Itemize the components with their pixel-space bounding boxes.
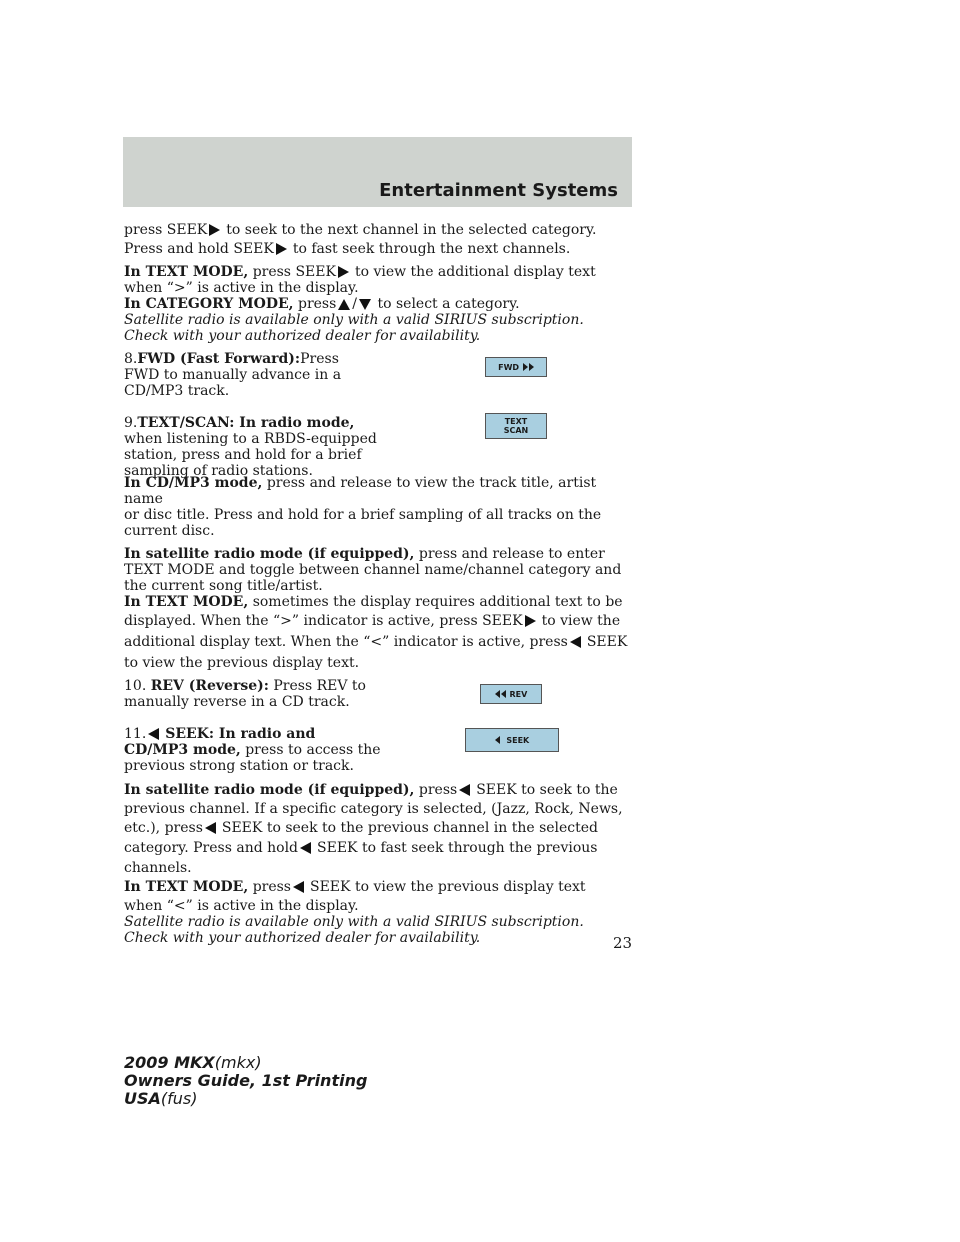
button-label: TEXT [504, 417, 528, 426]
text: press SEEK [124, 222, 208, 238]
button-label: SEEK [506, 735, 530, 745]
rewind-icon [501, 690, 506, 698]
text: manually reverse in a CD track. [124, 694, 350, 710]
arrow-up-icon [338, 299, 350, 310]
lead-bold: In satellite radio mode (if equipped), [124, 782, 415, 798]
text: press to access the [245, 742, 381, 758]
text: current disc. [124, 523, 215, 539]
text: to view the additional display text [354, 264, 596, 280]
text: / [352, 296, 358, 312]
text: to select a category. [377, 296, 520, 312]
seek-back-icon [148, 728, 159, 740]
lead-bold: SEEK: In radio and [165, 726, 316, 742]
text: TEXT MODE and toggle between channel name/channel category and [124, 562, 622, 578]
fwd-button-illustration [485, 357, 547, 377]
lead-bold: TEXT/SCAN: In radio mode, [137, 415, 355, 431]
button-label: REV [509, 689, 528, 699]
lead-bold: In TEXT MODE, [124, 264, 249, 280]
text: SEEK to seek to the previous channel in the selected [221, 820, 599, 836]
seek-back-icon [459, 784, 470, 796]
lead-bold: In TEXT MODE, [124, 879, 249, 895]
note-text: Check with your authorized dealer for availability. [124, 328, 481, 344]
text: SEEK to view the previous display text [310, 879, 586, 895]
footer-model-code: (mkx) [214, 1053, 262, 1072]
lead-bold: In CATEGORY MODE, [124, 296, 294, 312]
text: sometimes the display requires additional text to be [252, 594, 623, 610]
text: to seek to the next channel in the selected category. [226, 222, 597, 238]
lead-bold: In CD/MP3 mode, [124, 475, 263, 491]
text: press [252, 879, 291, 895]
lead-bold: In satellite radio mode (if equipped), [124, 546, 415, 562]
paragraph-satellite-mode [124, 546, 639, 594]
item-number: 11. [124, 726, 147, 742]
seek-back-icon [293, 881, 304, 893]
seek-back-icon [205, 822, 216, 834]
footer-region: USA [124, 1089, 161, 1108]
seek-forward-icon [209, 224, 220, 236]
text: additional display text. When the “<” indicator is active, press [124, 634, 568, 650]
page-content [124, 222, 639, 953]
seek-back-icon [495, 736, 500, 744]
button-label: FWD [498, 362, 520, 372]
section-title: Entertainment Systems [379, 180, 618, 201]
lead-bold: FWD (Fast Forward): [137, 351, 301, 367]
text: to fast seek through the next channels. [292, 241, 571, 257]
text: press SEEK [252, 264, 336, 280]
paragraph-seek [124, 222, 639, 257]
text: previous strong station or track. [124, 758, 354, 774]
text: when “>” is active in the display. [124, 280, 359, 296]
text: press and release to enter [418, 546, 605, 562]
arrow-down-icon [359, 299, 371, 310]
button-label: SCAN [503, 426, 529, 435]
item-number: 8. [124, 351, 138, 367]
note-text: Satellite radio is available only with a valid SIRIUS subscription. [124, 914, 584, 930]
text: Press and hold SEEK [124, 241, 274, 257]
paragraph-category-mode [124, 296, 639, 312]
text: press and release to view the track title, artist name [124, 475, 597, 507]
footer-model: 2009 MKX [124, 1053, 215, 1072]
footer [124, 1054, 367, 1108]
text: etc.), press [124, 820, 203, 836]
text: press [297, 296, 337, 312]
paragraph-satellite-mode-2 [124, 782, 639, 876]
item-number: 10. [124, 678, 147, 694]
rewind-icon [495, 690, 500, 698]
item-rev [124, 678, 639, 720]
note-satellite-2 [124, 914, 639, 946]
lead-bold: CD/MP3 mode, [124, 742, 241, 758]
item-fwd [124, 351, 639, 409]
text: or disc title. Press and hold for a brief sampling of all tracks on the [124, 507, 602, 523]
text: to view the previous display text. [124, 655, 360, 671]
seek-forward-icon [276, 243, 287, 255]
text: to view the [541, 613, 621, 629]
text: FWD to manually advance in a [124, 367, 342, 383]
text: Press [300, 351, 339, 367]
fast-forward-icon [529, 363, 534, 371]
text: previous channel. If a specific category is selected, (Jazz, Rock, News, [124, 801, 623, 817]
fast-forward-icon [523, 363, 528, 371]
header-band [123, 137, 632, 207]
text: the current song title/artist. [124, 578, 323, 594]
text: sampling of radio stations. [124, 463, 313, 479]
text-scan-button-illustration [485, 413, 547, 439]
rev-button-illustration [480, 684, 542, 704]
seek-back-icon [300, 842, 311, 854]
item-text-scan [124, 415, 639, 479]
text: SEEK to fast seek through the previous [317, 840, 598, 856]
note-satellite [124, 312, 639, 344]
text: displayed. When the “>” indicator is active, press SEEK [124, 613, 523, 629]
text: press [418, 782, 458, 798]
text: SEEK to seek to the [476, 782, 618, 798]
note-text: Satellite radio is available only with a valid SIRIUS subscription. [124, 312, 584, 328]
text: station, press and hold for a brief [124, 447, 362, 463]
footer-region-code: (fus) [160, 1089, 198, 1108]
item-number: 9. [124, 415, 138, 431]
seek-forward-icon [338, 266, 349, 278]
lead-bold: REV (Reverse): [150, 678, 269, 694]
paragraph-cd-mode [124, 475, 639, 539]
lead-bold: In TEXT MODE, [124, 594, 249, 610]
text: channels. [124, 860, 192, 876]
text: when listening to a RBDS-equipped [124, 431, 377, 447]
text: when “<” is active in the display. [124, 898, 359, 914]
note-text: Check with your authorized dealer for availability. [124, 930, 481, 946]
paragraph-text-mode-2 [124, 594, 639, 671]
paragraph-text-mode [124, 264, 639, 296]
footer-guide: Owners Guide, 1st Printing [124, 1071, 368, 1090]
page-number: 23 [613, 934, 633, 952]
text: CD/MP3 track. [124, 383, 230, 399]
text: category. Press and hold [124, 840, 299, 856]
seek-forward-icon [525, 615, 536, 627]
text: Press REV to [273, 678, 366, 694]
seek-back-icon [570, 636, 581, 648]
paragraph-text-mode-3 [124, 879, 639, 914]
seek-back-button-illustration [465, 728, 559, 752]
text: SEEK [586, 634, 628, 650]
item-seek-back [124, 726, 639, 782]
